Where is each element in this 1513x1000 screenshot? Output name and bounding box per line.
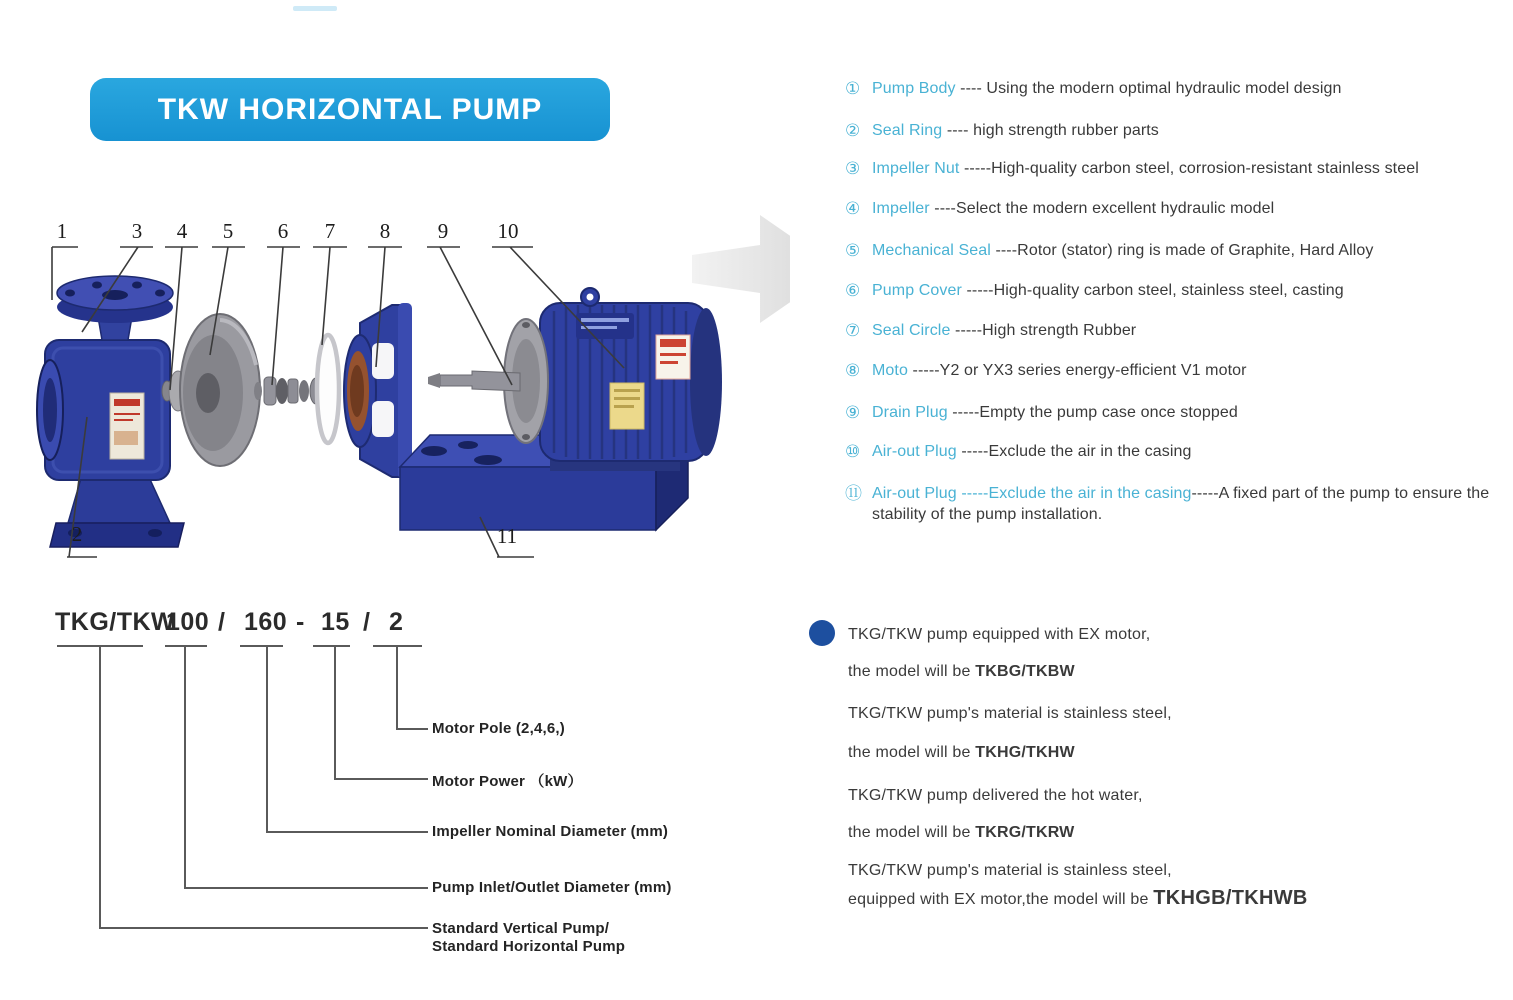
diagram-callout-6: 6 [277,219,289,243]
model-label-inlet-outlet: Pump Inlet/Outlet Diameter (mm) [432,879,672,896]
part-list-item-8: ⑧ Moto -----Y2 or YX3 series energy-efficient V1 motor [845,361,1247,380]
model-label-pump-type-line1: Standard Vertical Pump/ [432,920,610,937]
part-number-badge: ② [845,121,861,140]
note-line-6: the model will be TKRG/TKRW [848,824,1075,841]
note-line-3: TKG/TKW pump's material is stainless steel, [848,705,1172,722]
model-segment-inlet: 100 [166,608,210,636]
decorative-dash [293,6,337,11]
part-list-item-3: ③ Impeller Nut -----High-quality carbon steel, corrosion-resistant stainless steel [845,159,1419,178]
note-bullet [809,620,835,646]
model-label-motor-pole: Motor Pole (2,4,6,) [432,720,565,737]
model-segment-slash1: / [218,608,226,636]
impeller-art [162,314,260,466]
part-number-badge: ④ [845,199,861,218]
model-segment-pole: 2 [389,608,404,636]
diagram-callout-8: 8 [379,219,391,243]
pump-body-art [37,276,184,547]
part-number-badge: ⑨ [845,403,861,422]
mechanical-seal-parts-art [254,377,322,405]
diagram-callout-2: 2 [71,522,83,546]
part-list-item-2: ② Seal Ring ---- high strength rubber parts [845,121,1159,140]
pump-exploded-diagram-art [20,205,790,585]
o-ring-art [317,335,339,443]
note-line-2: the model will be TKBG/TKBW [848,663,1075,680]
part-list-item-1: ① Pump Body ---- Using the modern optimal hydraulic model design [845,79,1342,98]
diagram-callout-3: 3 [131,219,143,243]
part-number-badge: ⑪ [845,484,863,503]
diagram-callout-5: 5 [222,219,234,243]
part-list-item-7: ⑦ Seal Circle -----High strength Rubber [845,321,1137,340]
model-segment-slash2: / [363,608,371,636]
part-list-item-11: ⑪ Air-out Plug -----Exclude the air in the casing-----A fixed part of the pump to ensure the stability of the pump installation. [845,484,1490,523]
model-segment-series: TKG/TKW [55,608,176,636]
part-number-badge: ⑤ [845,241,861,260]
diagram-callout-1: 1 [56,219,68,243]
model-segment-dash: - [296,608,305,636]
note-line-8: equipped with EX motor,the model will be TKHGB/TKHWB [848,887,1308,909]
part-list-item-9: ⑨ Drain Plug -----Empty the pump case once stopped [845,403,1238,422]
model-segment-impeller: 160 [244,608,288,636]
pump-cover-art [344,303,412,479]
part-number-badge: ⑧ [845,361,861,380]
part-list-item-10: ⑩ Air-out Plug -----Exclude the air in the casing [845,442,1192,461]
model-label-impeller-diam: Impeller Nominal Diameter (mm) [432,823,669,840]
note-line-4: the model will be TKHG/TKHW [848,744,1075,761]
model-label-motor-power: Motor Power （kW） [432,773,583,790]
model-connector-lines [40,640,440,960]
arrow-right-icon [692,215,790,323]
note-line-5: TKG/TKW pump delivered the hot water, [848,787,1143,804]
diagram-callout-10: 10 [497,219,519,243]
part-number-badge: ① [845,79,861,98]
diagram-callout-4: 4 [176,219,188,243]
part-number-badge: ⑦ [845,321,861,340]
part-list-item-5: ⑤ Mechanical Seal ----Rotor (stator) ring is made of Graphite, Hard Alloy [845,241,1374,260]
part-number-badge: ⑩ [845,442,861,461]
diagram-callout-7: 7 [324,219,336,243]
note-line-7: TKG/TKW pump's material is stainless steel, [848,862,1172,879]
part-number-badge: ③ [845,159,861,178]
part-list-item-4: ④ Impeller ----Select the modern excellent hydraulic model [845,199,1275,218]
diagram-callout-11: 11 [496,524,518,548]
model-segment-power: 15 [321,608,350,636]
page-title: TKW HORIZONTAL PUMP [157,93,543,126]
part-list-item-6: ⑥ Pump Cover -----High-quality carbon steel, stainless steel, casting [845,281,1344,300]
model-label-pump-type-line2: Standard Horizontal Pump [432,938,626,955]
title-banner [90,78,610,141]
diagram-callout-9: 9 [437,219,449,243]
note-line-1: TKG/TKW pump equipped with EX motor, [848,626,1151,643]
part-number-badge: ⑥ [845,281,861,300]
